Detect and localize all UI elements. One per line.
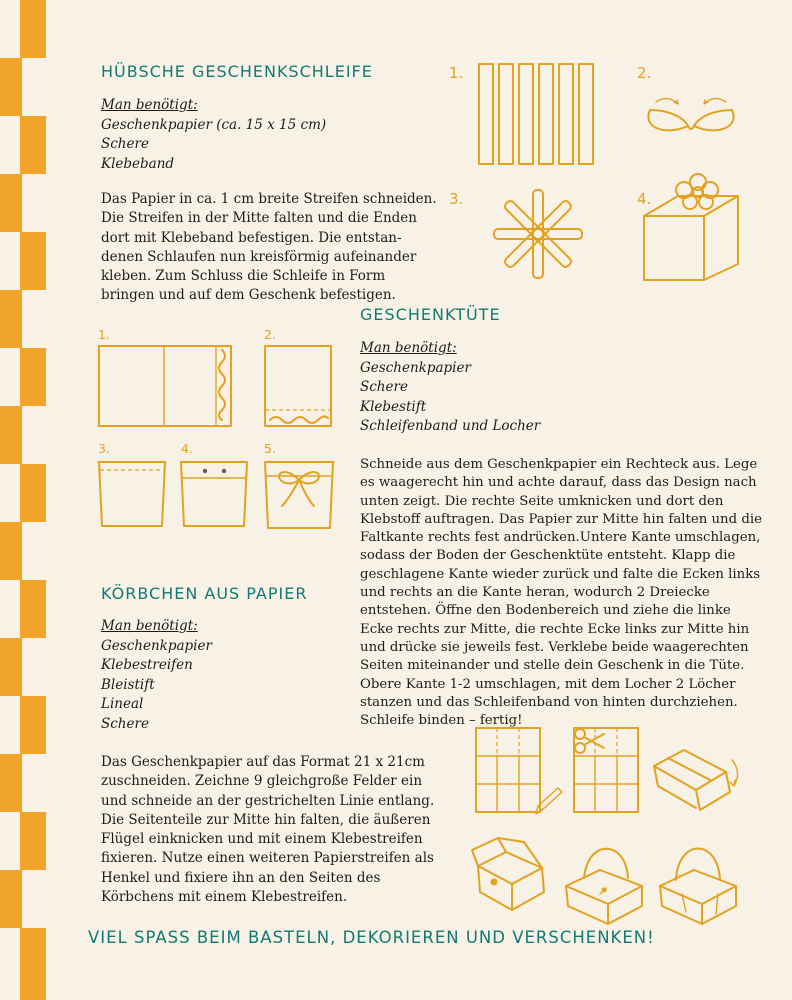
text-line: stanzen und das Schleifenband von hinten durchziehen. <box>360 694 738 710</box>
basket-instructions <box>101 753 434 907</box>
bag-step-number: 4. <box>181 441 193 456</box>
basket-needs-heading: Man benötigt: <box>101 618 198 634</box>
text-line: Henkel und fixiere ihn an den Seiten des <box>101 869 381 886</box>
text-line: und schneide an der gestrichelten Linie entlang. <box>101 792 435 809</box>
bow-needs-heading: Man benötigt: <box>101 97 198 113</box>
text-line: entstehen. Öffne den Bodenbereich und ziehe die linke <box>360 603 731 619</box>
text-line: Seiten miteinander und stelle dein Geschenk in die Tüte. <box>360 658 745 674</box>
bag-step-number: 5. <box>264 441 276 456</box>
basket-title: KÖRBCHEN AUS PAPIER <box>101 584 308 603</box>
bag-step2-illustration <box>264 344 334 428</box>
basket-step3-fold-illustration <box>648 736 744 816</box>
text-line: sodass der Boden der Geschenktüte entsteht. Klapp die <box>360 548 736 564</box>
text-line: und rechts an die Kante heran, wodurch 2 Dreiecke <box>360 585 710 601</box>
bow-need-item: Geschenkpapier (ca. 15 x 15 cm) <box>101 116 327 133</box>
text-line: Körbchens mit einem Klebestreifen. <box>101 889 348 906</box>
basket-step4-illustration <box>470 830 556 916</box>
text-line: Klebstoff auftragen. Das Papier zur Mitte hin falten und die <box>360 511 762 527</box>
bag-needs-list <box>360 339 540 437</box>
text-line: fixieren. Nutze einen weiteren Papierstreifen als <box>101 850 434 867</box>
text-line: Obere Kante 1-2 umschlagen, mit dem Locher 2 Löcher <box>360 676 736 692</box>
text-line: geschlagene Kante wieder zurück und falte die Ecken links <box>360 566 761 582</box>
bow-step2-loop-illustration <box>636 88 746 148</box>
basket-step6-finished-basket-illustration <box>656 834 740 924</box>
bow-need-item: Schere <box>101 136 149 152</box>
text-line: Schneide aus dem Geschenkpapier ein Rechteck aus. Lege <box>360 457 758 472</box>
checkered-edge <box>0 0 48 1000</box>
bow-instructions <box>101 190 437 306</box>
text-line: unten zeigt. Die rechte Seite umknicken und dort den <box>360 493 724 509</box>
bag-need-item: Geschenkpapier <box>360 359 471 376</box>
bow-title: HÜBSCHE GESCHENKSCHLEIFE <box>101 62 373 81</box>
bag-need-item: Schleifenband und Locher <box>360 418 541 434</box>
bow-need-item: Klebeband <box>101 155 175 172</box>
footer-tagline: VIEL SPASS BEIM BASTELN, DEKORIEREN UND VERSCHENKEN! <box>88 928 655 947</box>
text-line: dort mit Klebeband befestigen. Die entstan- <box>101 229 402 246</box>
bow-step-number: 1. <box>449 64 464 82</box>
text-line: Die Streifen in der Mitte falten und die Enden <box>101 210 417 227</box>
bag-step3-illustration <box>98 458 168 530</box>
bow-step-number: 4. <box>637 190 652 208</box>
text-line: und drücke sie jeweils fest. Verklebe beide waagerechten <box>360 639 749 655</box>
bag-need-item: Klebestift <box>360 398 427 415</box>
text-line: Die Seitenteile zur Mitte hin falten, die äußeren <box>101 811 431 828</box>
text-line: zuschneiden. Zeichne 9 gleichgroße Felder ein <box>101 773 423 790</box>
scissors-icon <box>575 729 604 753</box>
bag-instructions <box>360 456 762 730</box>
basket-need-item: Geschenkpapier <box>101 637 212 654</box>
text-line: Ecke rechts zur Mitte, die rechte Ecke links zur Mitte hin <box>360 621 750 637</box>
text-line: Faltkante rechts fest andrücken.Untere Kante umschlagen, <box>360 530 761 546</box>
text-line: Das Geschenkpapier auf das Format 21 x 21cm <box>101 754 425 770</box>
bag-step1-illustration <box>98 344 234 428</box>
text-line: denen Schlaufen nun kreisförmig aufeinander <box>101 248 417 265</box>
basket-need-item: Bleistift <box>101 676 155 693</box>
bag-need-item: Schere <box>360 379 408 395</box>
bag-title: GESCHENKTÜTE <box>360 305 501 324</box>
bow-step4-gift-box-illustration <box>640 168 744 286</box>
bag-step-number: 3. <box>98 441 110 456</box>
basket-needs-list <box>101 617 212 734</box>
basket-need-item: Lineal <box>101 696 144 712</box>
bag-step-number: 1. <box>98 327 110 342</box>
text-line: es waagerecht hin und achte darauf, dass das Design nach <box>360 475 757 491</box>
text-line: Das Papier in ca. 1 cm breite Streifen schneiden. <box>101 191 437 207</box>
bow-step-number: 3. <box>449 190 464 208</box>
bag-step-number: 2. <box>264 327 276 342</box>
bow-step1-strips-illustration <box>470 58 610 170</box>
text-line: kleben. Zum Schluss die Schleife in Form <box>101 268 386 285</box>
basket-need-item: Schere <box>101 715 149 732</box>
basket-step2-cut-illustration <box>570 720 642 816</box>
basket-step5-illustration <box>560 834 650 926</box>
text-line: Flügel einknicken und mit einem Klebestreifen <box>101 831 423 848</box>
bow-step-number: 2. <box>637 64 652 82</box>
text-line: Schleife binden – fertig! <box>360 713 523 729</box>
basket-step1-grid-illustration <box>472 724 564 816</box>
bow-step3-star-illustration <box>492 186 584 282</box>
bow-needs-list <box>101 96 326 174</box>
bag-step4-illustration <box>180 458 250 530</box>
text-line: bringen und auf dem Geschenk befestigen. <box>101 287 396 304</box>
bag-step5-bow-bag-illustration <box>263 458 335 532</box>
bag-needs-heading: Man benötigt: <box>360 340 457 356</box>
basket-need-item: Klebestreifen <box>101 657 193 673</box>
